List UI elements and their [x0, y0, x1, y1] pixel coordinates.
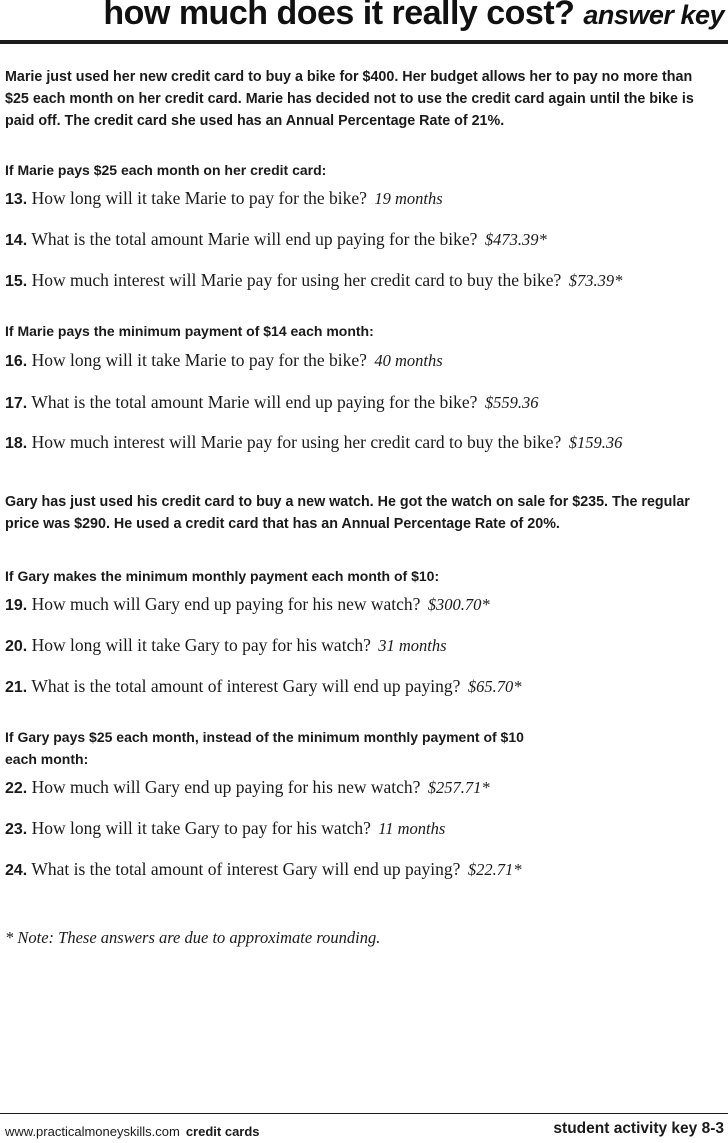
question-17: [5, 391, 720, 415]
gary-intro: Gary has just used his credit card to buy a new watch. He got the watch on sale for $235. The regular price was $290. He used a credit card that has an Annual Percentage Rate of 20%.: [5, 494, 690, 532]
question-number: 21.: [5, 679, 28, 696]
marie-intro: Marie just used her new credit card to buy a bike for $400. Her budget allows her to pay no more than $25 each month on her credit card. Marie has decided not to use the credit card again until the bike is paid off. The credit card she used has an Annual Percentage Rate of 21%.: [5, 69, 694, 129]
question-text: What is the total amount of interest Gary will end up paying?: [31, 676, 461, 696]
answer-text: $65.70*: [467, 677, 522, 696]
page-title-main: how much does it really cost?: [103, 0, 575, 32]
question-number: 17.: [5, 395, 28, 412]
question-text: How much will Gary end up paying for his new watch?: [31, 594, 421, 614]
answer-text: $473.39*: [484, 230, 547, 249]
question-text: How long will it take Gary to pay for his watch?: [31, 635, 371, 655]
gary-scenario-b-heading-line1: If Gary pays $25 each month, instead of the minimum monthly payment of $10: [5, 729, 524, 745]
marie-scenario-a-heading: If Marie pays $25 each month on her credit card:: [5, 162, 327, 178]
question-text: How long will it take Marie to pay for the bike?: [31, 188, 367, 208]
gary-scenario-b-heading: [5, 726, 720, 770]
question-text: How long will it take Marie to pay for the bike?: [31, 350, 367, 370]
gary-scenario-b-heading-line2: each month:: [5, 751, 89, 767]
question-number: 24.: [5, 862, 28, 879]
answer-text: 40 months: [374, 351, 443, 370]
footer-divider: [0, 1113, 728, 1114]
question-24: [5, 858, 720, 882]
header-divider: [0, 40, 728, 44]
answer-text: $73.39*: [568, 271, 623, 290]
question-text: How long will it take Gary to pay for his watch?: [31, 818, 371, 838]
answer-text: 19 months: [374, 189, 443, 208]
page-title: [103, 0, 724, 33]
page-subtitle: answer key: [583, 0, 724, 30]
question-15: [5, 269, 720, 293]
question-number: 15.: [5, 273, 28, 290]
answer-text: $159.36: [568, 433, 623, 452]
gary-scenario-a-heading: If Gary makes the minimum monthly payment each month of $10:: [5, 568, 440, 584]
answer-text: 11 months: [378, 819, 446, 838]
answer-text: $559.36: [484, 393, 539, 412]
question-16: [5, 349, 720, 373]
answer-text: $300.70*: [427, 595, 490, 614]
answer-text: $257.71*: [427, 778, 490, 797]
question-18: [5, 431, 720, 455]
footer-topic: credit cards: [185, 1124, 260, 1139]
question-13: [5, 187, 720, 211]
question-text: What is the total amount Marie will end up paying for the bike?: [31, 229, 478, 249]
question-number: 13.: [5, 191, 28, 208]
question-text: How much interest will Marie pay for using her credit card to buy the bike?: [31, 270, 562, 290]
question-number: 20.: [5, 638, 28, 655]
answer-text: $22.71*: [467, 860, 522, 879]
question-23: [5, 817, 720, 841]
answer-text: 31 months: [378, 636, 447, 655]
question-text: What is the total amount of interest Gary will end up paying?: [31, 859, 461, 879]
question-number: 22.: [5, 780, 28, 797]
question-text: What is the total amount Marie will end up paying for the bike?: [31, 392, 478, 412]
rounding-note: * Note: These answers are due to approximate rounding.: [5, 928, 381, 947]
question-text: How much interest will Marie pay for using her credit card to buy the bike?: [31, 432, 562, 452]
footer-url[interactable]: www.practicalmoneyskills.com: [5, 1124, 180, 1139]
question-20: [5, 634, 720, 658]
question-number: 18.: [5, 435, 28, 452]
question-number: 16.: [5, 353, 28, 370]
question-22: [5, 776, 720, 800]
marie-scenario-b-heading: If Marie pays the minimum payment of $14 each month:: [5, 323, 374, 339]
footer-left: [5, 1124, 260, 1139]
question-14: [5, 228, 720, 252]
footer-page-label: student activity key 8-3: [553, 1120, 724, 1137]
question-21: [5, 675, 720, 699]
question-number: 19.: [5, 597, 28, 614]
question-number: 14.: [5, 232, 28, 249]
question-text: How much will Gary end up paying for his new watch?: [31, 777, 421, 797]
question-number: 23.: [5, 821, 28, 838]
question-19: [5, 593, 720, 617]
